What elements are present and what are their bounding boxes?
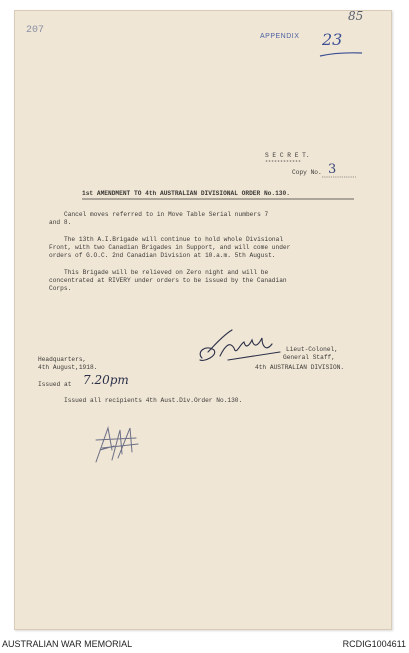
signatory-staff: General Staff,	[283, 354, 335, 361]
caption-source: AUSTRALIAN WAR MEMORIAL	[2, 639, 133, 649]
paragraph-3-line-2: concentrated at RIVERY under orders to be issued by the Canadian	[49, 277, 287, 284]
copy-number: 3	[328, 162, 337, 177]
copy-number-line	[322, 176, 356, 179]
paragraph-2-line-2: Front, with two Canadian Brigades in Support, and will come under	[49, 244, 291, 251]
appendix-label: APPENDIX	[260, 33, 300, 40]
headquarters-label: Headquarters,	[38, 356, 87, 363]
headquarters-date: 4th August,1918.	[38, 364, 98, 371]
secrecy-rule: °°°°°°°°°°°°	[265, 160, 302, 166]
issued-label: Issued at	[38, 381, 72, 388]
paragraph-1-line-1: Cancel moves referred to in Move Table Serial numbers 7	[64, 211, 269, 218]
copy-label: Copy No.	[292, 169, 322, 176]
paragraph-2-line-1: The 13th A.I.Brigade will continue to hold whole Divisional	[64, 236, 284, 243]
signatory-rank: Lieut-Colonel,	[286, 346, 338, 353]
document-sheet	[14, 10, 392, 630]
signature	[192, 322, 284, 368]
appendix-number: 23	[322, 30, 343, 49]
order-title: 1st AMENDMENT TO 4th AUSTRALIAN DIVISIONAL ORDER No.130.	[82, 190, 290, 197]
paragraph-1-line-2: and 8.	[49, 219, 72, 226]
appendix-underline	[318, 50, 364, 58]
paragraph-3-line-1: This Brigade will be relieved on Zero night and will be	[64, 269, 269, 276]
initials-signature	[90, 420, 142, 466]
paragraph-3-line-3: Corps.	[49, 285, 72, 292]
signatory-division: 4th AUSTRALIAN DIVISION.	[255, 364, 345, 371]
issued-recipients: Issued all recipients 4th Aust.Div.Order No.130.	[64, 397, 243, 404]
archive-number: 207	[26, 25, 45, 36]
issued-time: 7.20pm	[83, 373, 129, 387]
caption-reference: RCDIG1004611	[342, 639, 406, 649]
secrecy-label: S E C R E T.	[265, 152, 310, 159]
page-number: 85	[348, 9, 364, 23]
title-underline	[82, 198, 354, 201]
paragraph-2-line-3: orders of G.O.C. 2nd Canadian Division at 10.a.m. 5th August.	[49, 252, 276, 259]
